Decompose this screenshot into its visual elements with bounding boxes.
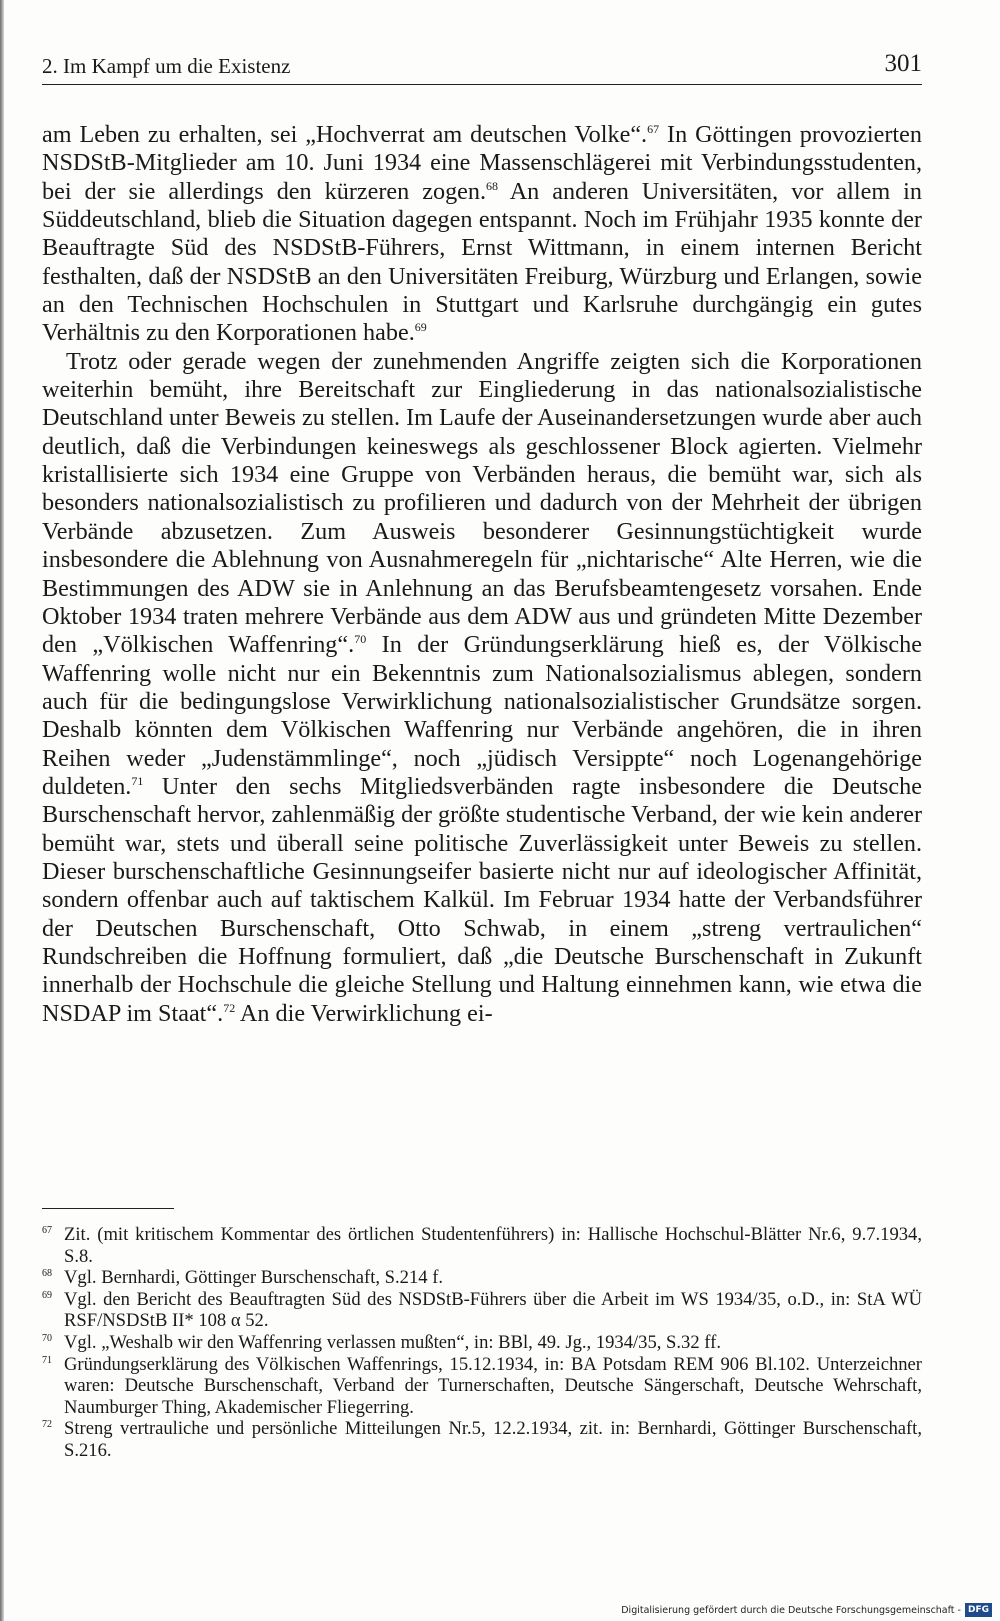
- footnote-number: 68: [42, 1268, 52, 1280]
- footnote-number: 67: [42, 1225, 52, 1236]
- footnote-number: 69: [42, 1289, 52, 1301]
- footnote-ref: 72: [223, 1000, 236, 1015]
- footnote-item: [42, 1267, 922, 1289]
- footnote-text: Vgl. „Weshalb wir den Waffenring verlassen mußten“, in: BBl, 49. Jg., 1934/35, S.32 ff.: [64, 1331, 721, 1353]
- text-run: In Göttingen provozierten NSDStB-Mitglieder am 10. Juni 1934 eine Massenschlägerei mit Verbindungsstudenten, bei der sie allerdings den kürzeren zogen.: [42, 121, 922, 205]
- footnote-ref: 70: [354, 632, 367, 647]
- footnote-text: Zit. (mit kritischem Kommentar des örtlichen Studentenführers) in: Hallische Hochschul-Blätter Nr.6, 9.7.1934, S.8.: [64, 1224, 922, 1267]
- footnote-number: 71: [42, 1354, 52, 1366]
- text-run: Trotz oder gerade wegen der zunehmenden Angriffe zeigten sich die Korporationen weiterhin bemüht, ihre Bereitschaft zur Eingliederung in das nationalsozialistische Deutschland unter Beweis zu stellen. Im Laufe der Auseinandersetzungen wurde aber auch deutlich, daß die Verbindungen keineswegs als geschlossener Block agierten. Vielmehr kristallisierte sich 1934 eine Gruppe von Verbänden heraus, die bemüht war, sich als besonders nationalsozialistisch zu profilieren und dadurch von der Mehrheit der übrigen Verbände abzusetzen. Zum Ausweis besonderer Gesinnungstüchtigkeit wurde insbesondere die Ablehnung von Ausnahmeregeln für „nichtarische“ Alte Herren, wie die Bestimmungen des ADW sie in Anlehnung an das Berufsbeamtengesetz vorsahen. Ende Oktober 1934 traten mehrere Verbände aus dem ADW aus und gründeten Mitte Dezember den „Völkischen Waffenring“.: [42, 347, 922, 659]
- footnote-ref: 69: [414, 320, 427, 335]
- dfg-logo: DFG: [965, 1603, 992, 1617]
- paragraph: [42, 121, 922, 348]
- footnote-number: 70: [42, 1332, 52, 1344]
- running-header: [42, 50, 922, 85]
- footnote-text: Gründungserklärung des Völkischen Waffenrings, 15.12.1934, in: BA Potsdam REM 906 Bl.102. Unterzeichner waren: Deutsche Burschenschaft, Verband der Turnerschaften, Deutsche Sängerschaft, Deutsche Wehrschaft, Naumburger Thing, Akademischer Fliegerring.: [64, 1353, 922, 1418]
- running-title: 2. Im Kampf um die Existenz: [42, 54, 291, 78]
- main-text: [42, 121, 922, 1028]
- text-run: am Leben zu erhalten, sei „Hochverrat am deutschen Volke“.: [42, 121, 648, 148]
- footnote-item: [42, 1289, 922, 1332]
- footnote-text: Streng vertrauliche und persönliche Mitteilungen Nr.5, 12.2.1934, zit. in: Bernhardi, Göttinger Burschenschaft, S.216.: [64, 1418, 922, 1461]
- footnote-item: [42, 1354, 922, 1419]
- footnote-item: [42, 1332, 922, 1354]
- page-binding-shadow: [0, 0, 4, 1621]
- footnote-text: Vgl. Bernhardi, Göttinger Burschenschaft, S.214 f.: [64, 1267, 444, 1289]
- paragraph: [42, 348, 922, 1028]
- footnote-text: Vgl. den Bericht des Beauftragten Süd des NSDStB-Führers über die Arbeit im WS 1934/35, o.D., in: StA WÜ RSF/NSDStB II* 108 α 52.: [64, 1288, 922, 1332]
- digitization-credit: [621, 1602, 992, 1618]
- footnote-number: 72: [42, 1419, 52, 1431]
- footnotes: [42, 1224, 922, 1462]
- text-run: An die Verwirklichung ei-: [235, 999, 493, 1027]
- footnote-ref: 68: [486, 178, 499, 193]
- text-run: Unter den sechs Mitgliedsverbänden ragte insbesondere die Deutsche Burschenschaft hervor, zahlenmäßig der größte studentische Verband, der wie kein anderer bemüht war, stets und überall seine politische Zuverlässigkeit unter Beweis zu stellen. Dieser burschenschaftliche Gesinnungseifer basierte nicht nur auf ideologischer Affinität, sondern offenbar auch auf taktischem Kalkül. Im Februar 1934 hatte der Verbandsführer der Deutschen Burschenschaft, Otto Schwab, in einem „streng vertraulichen“ Rundschreiben die Hoffnung formuliert, daß „die Deutsche Burschenschaft in Zukunft innerhalb der Hochschule die gleiche Stellung und Haltung einnehmen kann, wie etwa die NSDAP im Staat“.: [42, 772, 922, 1027]
- footnote-item: [42, 1224, 922, 1267]
- footnote-item: [42, 1418, 922, 1461]
- page-number: 301: [884, 50, 922, 77]
- footnote-separator: [42, 1208, 174, 1209]
- text-run: An anderen Universitäten, vor allem in Süddeutschland, blieb die Situation dagegen entspannt. Noch im Frühjahr 1935 konnte der Beauftragte Süd des NSDStB-Führers, Ernst Wittmann, in einem internen Bericht festhalten, daß der NSDStB an den Universitäten Freiburg, Würzburg und Erlangen, sowie an den Technischen Hochschulen in Stuttgart und Karlsruhe durchgängig ein gutes Verhältnis zu den Korporationen habe.: [42, 177, 922, 347]
- footnote-ref: 71: [131, 773, 144, 788]
- footnote-ref: 67: [647, 122, 660, 136]
- credit-text: Digitalisierung gefördert durch die Deutsche Forschungsgemeinschaft -: [621, 1604, 961, 1616]
- text-run: In der Gründungserklärung hieß es, der Völkische Waffenring wolle nicht nur ein Bekenntnis zum Nationalsozialismus ablegen, sondern auch für die bedingungslose Verwirklichung nationalsozialistischer Grundsätze sorgen. Deshalb könnten dem Völkischen Waffenring nur Verbände angehören, die in ihren Reihen weder „Judenstämmlinge“, noch „jüdisch Versippte“ noch Logenangehörige duldeten.: [42, 631, 922, 800]
